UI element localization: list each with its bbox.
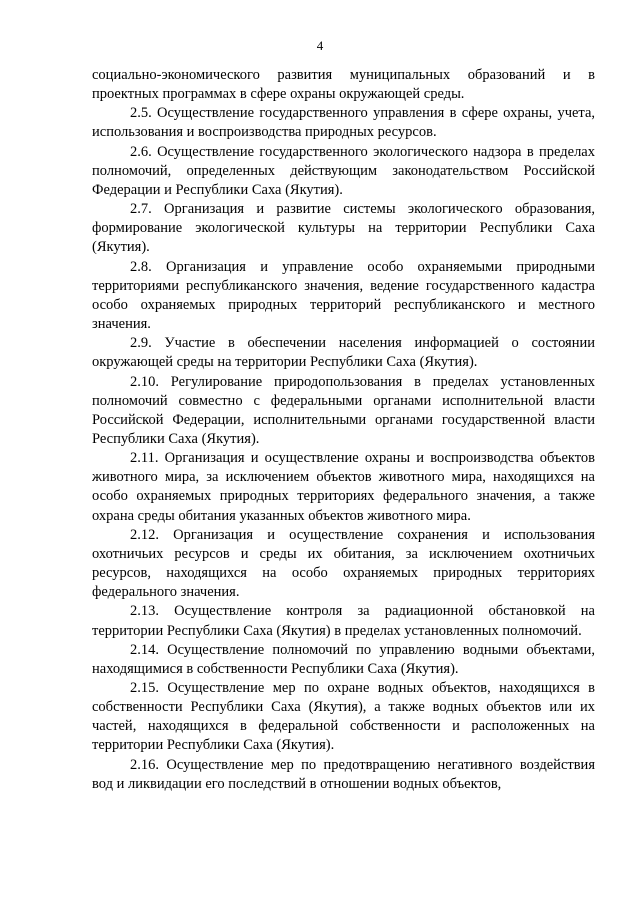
- paragraph-2-14: 2.14. Осуществление полномочий по управлению водными объектами, находящимися в собственности Республики Саха (Якутия).: [92, 641, 595, 677]
- paragraph-continuation: социально-экономического развития муниципальных образований и в проектных программах в сфере охраны окружающей среды.: [92, 67, 595, 103]
- paragraph-2-9: 2.9. Участие в обеспечении населения информацией о состоянии окружающей среды на территории Республики Саха (Якутия).: [92, 335, 595, 371]
- paragraph-2-5: 2.5. Осуществление государственного управления в сфере охраны, учета, использования и воспроизводства природных ресурсов.: [92, 105, 595, 141]
- page-number: 4: [316, 38, 324, 53]
- paragraph-2-8: 2.8. Организация и управление особо охраняемыми природными территориями республиканского значения, ведение государственного кадастра особо охраняемых природных территорий республиканского и местного значения.: [92, 258, 595, 333]
- document-body: [92, 66, 595, 794]
- paragraph-2-11: 2.11. Организация и осуществление охраны и воспроизводства объектов животного мира, за исключением объектов животного мира, находящихся на особо охраняемых природных территориях федерального значения, а также охрана среды обитания указанных объектов животного мира.: [92, 450, 595, 524]
- paragraph-2-12: 2.12. Организация и осуществление сохранения и использования охотничьих ресурсов и среды их обитания, за исключением охотничьих ресурсов, находящихся на особо охраняемых природных территориях федерального значения.: [92, 526, 595, 601]
- paragraph-2-15: 2.15. Осуществление мер по охране водных объектов, находящихся в собственности Республики Саха (Якутия), а также водных объектов или их частей, находящихся в федеральной собственности и расположенных на территории Республики Саха (Якутия).: [92, 680, 595, 754]
- paragraph-2-16: 2.16. Осуществление мер по предотвращению негативного воздействия вод и ликвидации его последствий в отношении водных объектов,: [92, 756, 595, 792]
- paragraph-2-10: 2.10. Регулирование природопользования в пределах установленных полномочий совместно с федеральными органами исполнительной власти Российской Федерации, исполнительными органами государственной власти Республики Саха (Якутия).: [92, 373, 595, 447]
- paragraph-2-13: 2.13. Осуществление контроля за радиационной обстановкой на территории Республики Саха (Якутия) в пределах установленных полномочий.: [92, 603, 595, 639]
- paragraph-2-6: 2.6. Осуществление государственного экологического надзора в пределах полномочий, определенных действующим законодательством Российской Федерации и Республики Саха (Якутия).: [92, 143, 595, 198]
- paragraph-2-7: 2.7. Организация и развитие системы экологического образования, формирование экологической культуры на территории Республики Саха (Якутия).: [92, 201, 595, 256]
